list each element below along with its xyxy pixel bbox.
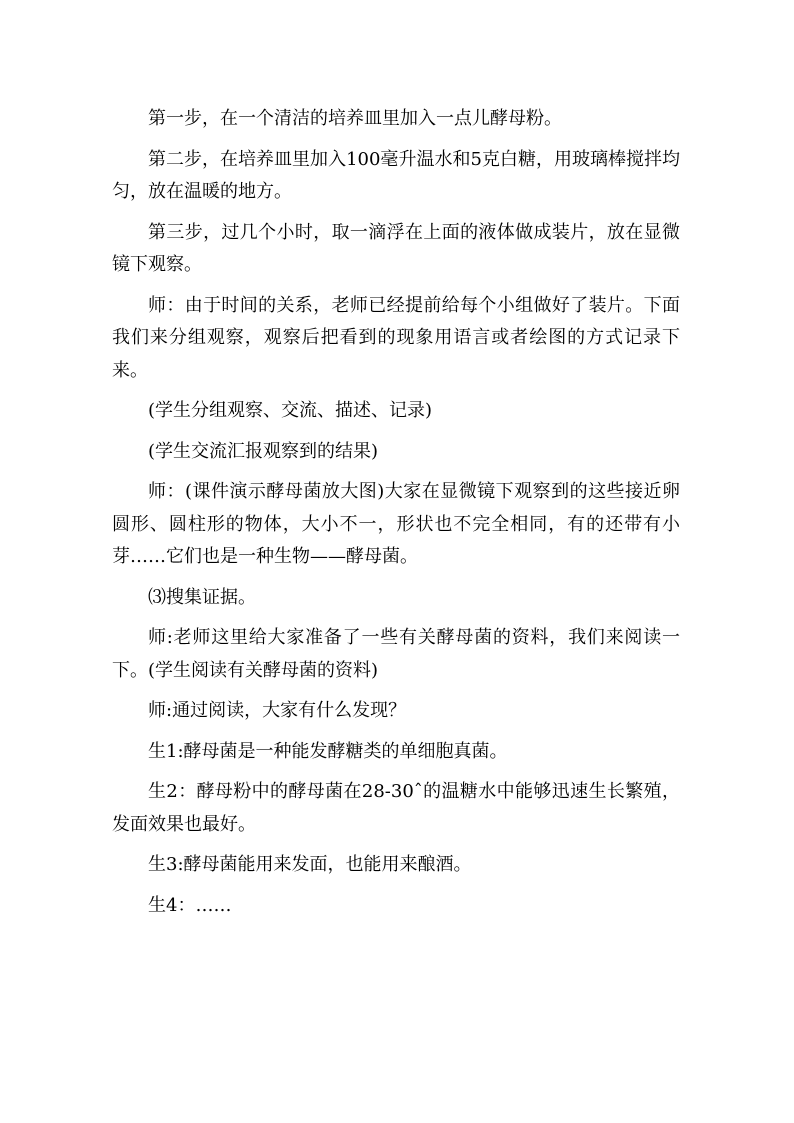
paragraph-teacher-instructions: 师：由于时间的关系，老师已经提前给每个小组做好了装片。下面我们来分组观察，观察后把看到的现象用语言或者绘图的方式记录下来。 [112,294,680,381]
paragraph-collect-evidence: ⑶搜集证据。 [148,586,256,608]
paragraph-teacher-materials: 师:老师这里给大家准备了一些有关酵母菌的资料，我们来阅读一下。(学生阅读有关酵母菌的资料) [112,627,680,681]
paragraph-student-two: 生2：酵母粉中的酵母菌在28-30ˆ的温糖水中能够迅速生长繁殖，发面效果也最好。 [112,781,680,835]
document-body [112,103,680,922]
paragraph-teacher-yeast: 师：(课件演示酵母菌放大图)大家在显微镜下观察到的这些接近卵圆形、圆柱形的物体，大小不一，形状也不完全相同，有的还带有小芽……它们也是一种生物——酵母菌。 [112,481,680,567]
paragraph-student-one: 生1:酵母菌是一种能发酵糖类的单细胞真菌。 [148,740,508,762]
paragraph-student-four: 生4：…… [148,894,232,916]
paragraph-teacher-question: 师:通过阅读，大家有什么发现？ [148,700,407,721]
paragraph-step-three: 第三步，过几个小时，取一滴浮在上面的液体做成装片，放在显微镜下观察。 [112,221,680,275]
paragraph-student-three: 生3:酵母菌能用来发面，也能用来酿酒。 [148,854,472,875]
paragraph-student-report: (学生交流汇报观察到的结果) [148,440,379,462]
paragraph-student-observe: (学生分组观察、交流、描述、记录) [148,400,433,421]
paragraph-step-two: 第二步，在培养皿里加入100毫升温水和5克白糖，用玻璃棒搅拌均匀，放在温暖的地方。 [112,148,680,202]
paragraph-step-one: 第一步，在一个清洁的培养皿里加入一点儿酵母粉。 [148,108,562,129]
